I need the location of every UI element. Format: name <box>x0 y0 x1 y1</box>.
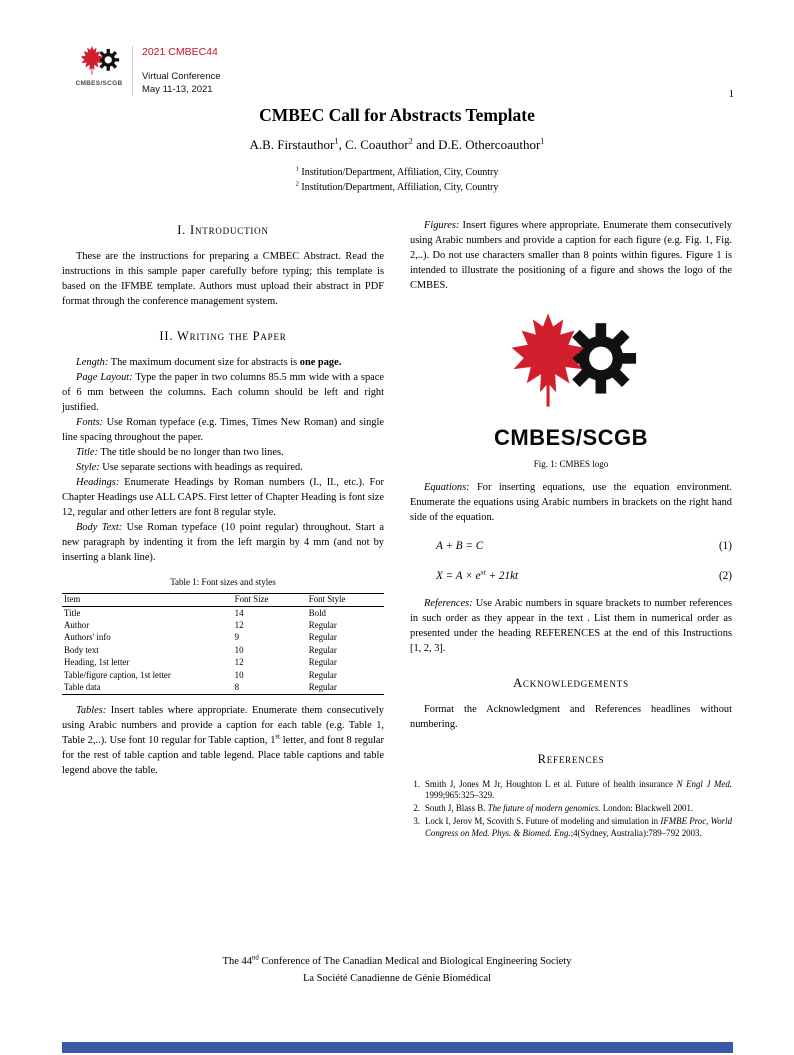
equations-text: For inserting equations, use the equation environment. Enumerate the equations using Arabic numbers in brackets on the right hand side of the equation. <box>410 481 732 523</box>
affiliation-1-text: Institution/Department, Affiliation, City, Country <box>298 167 499 178</box>
reference-1-number: 1. <box>413 778 420 789</box>
paragraph-title <box>62 446 384 461</box>
affiliation-2-mark: 2 <box>295 180 299 188</box>
table-row <box>62 607 384 620</box>
cell-size: 8 <box>234 681 240 692</box>
paragraph-body-text <box>62 521 384 566</box>
affiliations <box>0 166 794 195</box>
table-row <box>62 657 384 669</box>
two-column-body <box>62 219 733 841</box>
cell-item: Title <box>64 607 81 618</box>
footer-bar <box>62 1042 733 1053</box>
equation-1 <box>410 538 732 554</box>
cell-item: Body text <box>64 644 99 655</box>
tables-text-2: letter, and font 8 regular for the rest of table caption and table legend. Place table captions and table legend above the table. <box>62 734 384 776</box>
maple-leaf-icon <box>512 313 585 406</box>
cell-item: Author <box>64 619 90 630</box>
footer-line-1-pre: The 44 <box>222 956 252 967</box>
tables-label: Tables: <box>76 704 107 716</box>
equation-2-pre: X = A × e <box>436 569 481 582</box>
tables-text-1: Insert tables where appropriate. Enumerate them consecutively using Arabic numbers and provide a caption for each table (e.g. Table 1, Table 2,..). Use font 10 regular for Table caption, 1 <box>62 704 384 746</box>
length-label: Length: <box>76 356 109 368</box>
title-text: The title should be no longer than two lines. <box>97 446 284 458</box>
col-header-font-style: Font Style <box>307 593 384 606</box>
references-intro-text: Use Arabic numbers in square brackets to number references in such order as they appear in the text . List them in numerical order as presented under the heading REFERENCES at the end of this Instructions [1, 2, 3]. <box>410 597 732 654</box>
table-row <box>62 632 384 644</box>
footer-line-1-sup: nd <box>251 954 259 962</box>
reference-item-1 <box>410 779 732 803</box>
cell-style: Regular <box>308 619 337 630</box>
font-table <box>62 593 384 695</box>
table-row <box>62 619 384 631</box>
acknowledgements-paragraph: Format the Acknowledgment and References headlines without numbering. <box>410 703 732 730</box>
length-bold-text: one page. <box>299 356 342 368</box>
headings-label: Headings: <box>76 476 120 488</box>
page-layout-text: Type the paper in two columns 85.5 mm wide with a space of 6 mm between the columns. Each column should be left and right justified. <box>62 371 384 413</box>
section-heading-acknowledgements: Acknowledgements <box>513 675 629 690</box>
cell-style: Bold <box>308 607 326 618</box>
tables-sup: st <box>275 733 280 741</box>
cell-style: Regular <box>308 644 337 655</box>
reference-2-number: 2. <box>413 803 420 814</box>
affiliation-1 <box>0 166 794 181</box>
gear-icon <box>566 323 636 393</box>
cell-style: Regular <box>308 669 337 680</box>
right-column <box>410 219 732 841</box>
cell-item: Table data <box>64 681 101 692</box>
section-heading-introduction: I. Introduction <box>177 223 269 237</box>
cell-size: 10 <box>234 644 244 655</box>
gear-icon <box>97 49 119 71</box>
maple-leaf-icon <box>81 46 104 75</box>
references-intro-label: References: <box>424 597 473 609</box>
equation-2-sup: xt <box>480 567 486 576</box>
page-footer <box>0 953 794 988</box>
reference-3-pre: Lock I, Jerov M, Scovith S. Future of modeling and simulation in <box>425 816 661 827</box>
paragraph-style <box>62 461 384 476</box>
author-2-affmark: 2 <box>408 135 413 146</box>
reference-2-text <box>425 803 732 815</box>
fonts-text: Use Roman typeface (e.g. Times, Times New Roman) and single line spacing throughout the paper. <box>62 416 384 443</box>
section-heading-references: References <box>537 751 605 766</box>
reference-list <box>410 779 732 840</box>
equation-1-number: (1) <box>718 540 732 553</box>
reference-2-pre: South J, Blass B. <box>425 803 488 814</box>
col-header-font-size: Font Size <box>233 593 307 606</box>
left-column <box>62 219 384 841</box>
author-1-affmark: 1 <box>334 135 339 146</box>
header-logo <box>74 44 124 87</box>
table-header-row <box>62 593 384 606</box>
table-row <box>62 669 384 681</box>
reference-1-text <box>425 779 732 803</box>
paragraph-length <box>62 356 384 371</box>
page-layout-label: Page Layout: <box>76 371 133 383</box>
reference-2-post: London: Blackwell 2001. <box>600 803 694 814</box>
reference-1-journal: N Engl J Med. <box>676 778 732 789</box>
cell-size: 9 <box>234 632 240 643</box>
title-label: Title: <box>76 446 98 458</box>
cell-item: Table/figure caption, 1st letter <box>64 669 171 680</box>
cell-size: 12 <box>234 619 244 630</box>
figures-text: Insert figures where appropriate. Enumerate them consecutively using Arabic numbers and provide a caption for each figure (e.g. Fig. 1, Fig. 2,..). Do not use characters smaller than 8 points within figures. Figure 1 is intended to illustrate the positioning of a figure and shows the logo of the CMBES. <box>410 220 732 291</box>
cmbes-wordmark: CMBES/SCGB <box>493 424 649 450</box>
conference-type: Virtual Conference <box>142 71 221 82</box>
cell-item: Heading, 1st letter <box>64 657 130 668</box>
figure-1 <box>410 307 732 471</box>
cell-item: Authors' info <box>64 632 111 643</box>
authors-line <box>0 137 794 153</box>
reference-3-number: 3. <box>413 816 420 827</box>
paper-title: CMBEC Call for Abstracts Template <box>259 105 535 125</box>
headings-text: Enumerate Headings by Roman numbers (I., II., etc.). For Chapter Headings use ALL CAPS. First letter of Chapter Heading is font size 12, regular and other letters are font 8 regular style. <box>62 476 384 518</box>
reference-item-2 <box>410 803 732 815</box>
body-text-label: Body Text: <box>76 521 123 533</box>
length-text: The maximum document size for abstracts is <box>108 356 300 368</box>
table-row <box>62 681 384 694</box>
footer-line-2: La Société Canadienne de Génie Biomédical <box>302 973 492 985</box>
affiliation-2 <box>0 181 794 196</box>
reference-item-3 <box>410 816 732 840</box>
section-heading-writing: II. Writing the Paper <box>159 328 287 343</box>
paragraph-references-intro <box>410 597 732 657</box>
cell-style: Regular <box>308 657 337 668</box>
col-header-item: Item <box>62 593 233 606</box>
equation-2-post: + 21kt <box>485 569 519 582</box>
paragraph-tables <box>62 704 384 779</box>
reference-3-journal: IFMBE Proc, World Congress on Med. Phys. & Biomed. Eng. <box>425 816 733 839</box>
author-2: , C. Coauthor <box>338 137 409 152</box>
equation-2-number: (2) <box>718 569 732 582</box>
equations-label: Equations: <box>424 481 470 493</box>
cmbes-logo-figure <box>491 307 651 414</box>
body-text-text: Use Roman typeface (10 point regular) throughout. Start a new paragraph by indenting it from the left margin by 4 mm (and not by inserting a blank line). <box>62 521 385 563</box>
author-1: A.B. Firstauthor <box>249 137 335 152</box>
style-text: Use separate sections with headings as required. <box>99 461 303 473</box>
author-3-affmark: 1 <box>540 135 545 146</box>
reference-1-pre: Smith J, Jones M Jr, Houghton L et al. Future of health insurance <box>425 778 677 789</box>
equation-1-body: A + B = C <box>436 540 484 553</box>
conference-dates: May 11-13, 2021 <box>142 84 213 95</box>
cell-style: Regular <box>308 632 337 643</box>
footer-line-1 <box>0 953 794 970</box>
fonts-label: Fonts: <box>76 416 104 428</box>
figures-label: Figures: <box>424 220 460 231</box>
equation-2 <box>410 568 732 584</box>
reference-1-post: 1999;965:325–329. <box>425 790 495 801</box>
cell-style: Regular <box>308 681 337 692</box>
title-block <box>0 105 794 195</box>
page-header <box>74 44 221 96</box>
table-caption: Table 1: Font sizes and styles <box>170 576 276 587</box>
paragraph-equations <box>410 481 732 526</box>
paragraph-headings <box>62 476 384 521</box>
cell-size: 12 <box>234 657 244 668</box>
reference-3-post: ;4(Sydney, Australia):789–792 2003. <box>570 828 702 839</box>
conference-badge: 2021 CMBEC44 <box>142 46 218 58</box>
table-row <box>62 644 384 656</box>
affiliation-2-text: Institution/Department, Affiliation, City, Country <box>298 181 499 193</box>
paragraph-figures <box>410 219 732 294</box>
introduction-paragraph: These are the instructions for preparing a CMBEC Abstract. Read the instructions in this sample paper carefully before typing; this template is based on the IFMBE template. Authors must upload their abstract in PDF format through the conference management system. <box>62 251 384 307</box>
header-meta <box>142 44 221 95</box>
header-divider <box>132 46 133 96</box>
header-logo-text: CMBES/SCGB <box>75 80 123 87</box>
figure-1-caption: Fig. 1: CMBES logo <box>533 458 609 469</box>
page-number: 1 <box>728 88 734 100</box>
author-3: and D.E. Othercoauthor <box>412 137 541 152</box>
cell-size: 14 <box>234 607 244 618</box>
equation-2-body <box>436 568 719 584</box>
paragraph-page-layout <box>62 371 384 416</box>
paragraph-fonts <box>62 416 384 446</box>
reference-2-journal: The future of modern genomics. <box>487 803 601 814</box>
cell-size: 10 <box>234 669 244 680</box>
footer-line-1-post: Conference of The Canadian Medical and Biological Engineering Society <box>258 956 572 967</box>
reference-3-text <box>425 816 732 840</box>
cmbes-logo-icon <box>74 44 124 77</box>
affiliation-1-mark: 1 <box>295 165 299 173</box>
style-label: Style: <box>76 461 100 473</box>
